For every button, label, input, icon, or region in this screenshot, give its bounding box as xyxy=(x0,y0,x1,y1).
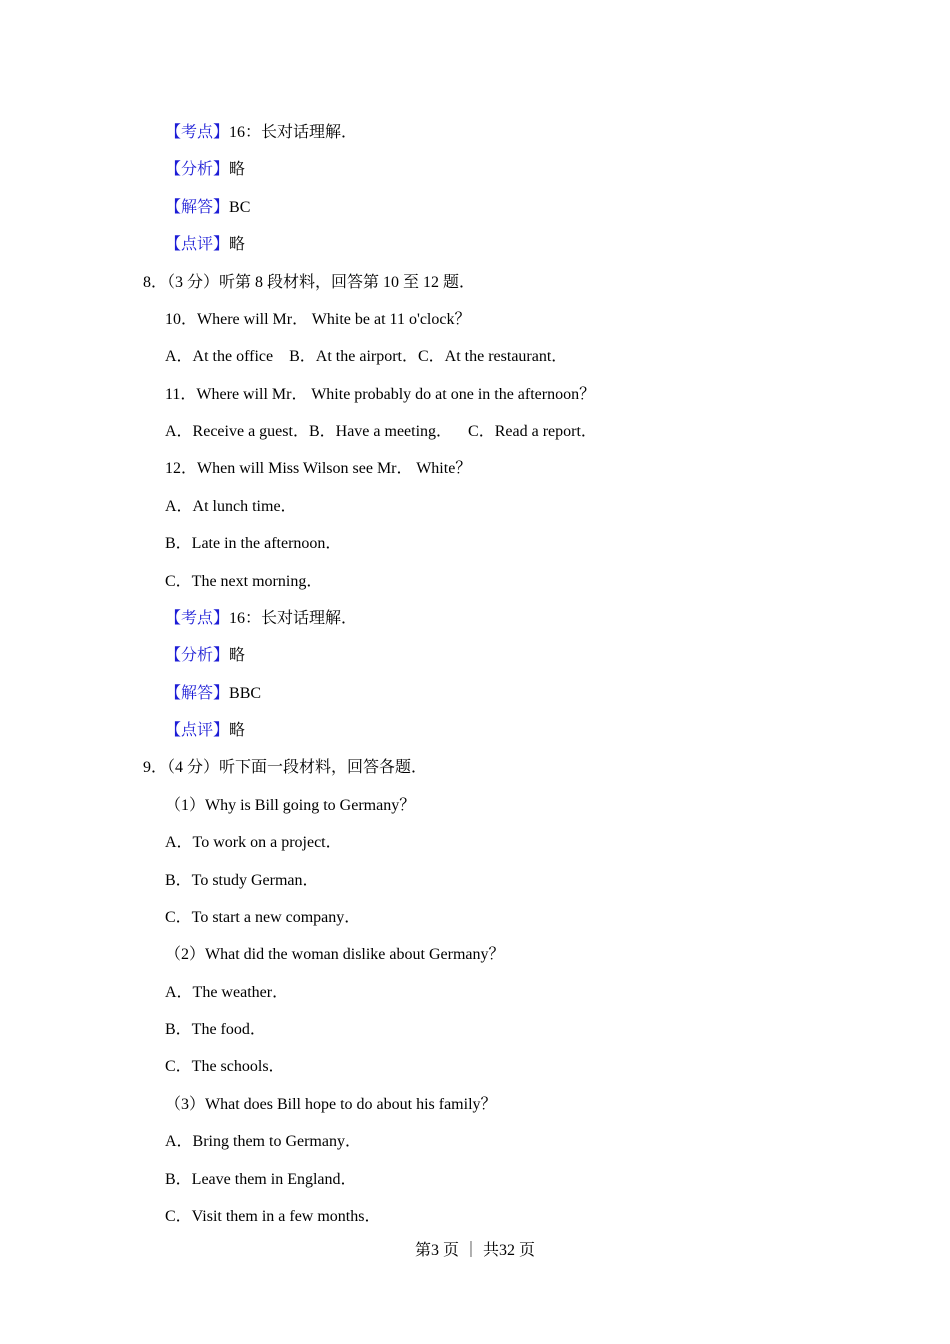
review-text: BC xyxy=(229,198,251,216)
review-tag: 【考点】 xyxy=(165,609,230,627)
review-kaodian xyxy=(0,114,950,151)
question-12-stem: 12．When will Miss Wilson see Mr． White？ xyxy=(165,460,472,478)
question-11-options xyxy=(0,413,950,450)
option-b: B．Late in the afternoon． xyxy=(165,535,342,553)
review-dianping xyxy=(0,712,950,749)
review-jieda xyxy=(0,189,950,226)
review-text: 16：长对话理解． xyxy=(229,609,358,627)
review-kaodian xyxy=(0,600,950,637)
review-text: 略 xyxy=(229,236,246,254)
page-number-footer: 第3 页 ｜ 共32 页 xyxy=(414,1242,535,1259)
option-b: B．At the airport． xyxy=(289,348,418,366)
option-c: C．Visit them in a few months． xyxy=(165,1207,381,1225)
subquestion-1-stem: （1）Why is Bill going to Germany？ xyxy=(165,796,416,814)
option-c: C．The schools． xyxy=(165,1058,285,1076)
option-b: B．To study German． xyxy=(165,871,319,889)
review-fenxi xyxy=(0,637,950,674)
page-content xyxy=(0,114,950,1235)
subquestion-3-stem: （3）What does Bill hope to do about his family？ xyxy=(165,1095,497,1113)
option-b: B．Leave them in England． xyxy=(165,1170,357,1188)
question-10-stem: 10．Where will Mr． White be at 11 o'clock？ xyxy=(165,310,471,328)
question-8-heading: 8．（3 分）听第 8 段材料，回答第 10 至 12 题． xyxy=(143,273,476,291)
option-c: C．Read a report． xyxy=(468,423,597,440)
review-text: 略 xyxy=(229,722,246,739)
option-a: A．At lunch time． xyxy=(165,497,297,515)
review-text: 略 xyxy=(229,161,246,179)
review-tag: 【点评】 xyxy=(165,236,230,254)
option-a: A．At the office xyxy=(165,348,274,366)
option-b: B．Have a meeting． xyxy=(308,423,453,440)
option-a: A．Receive a guest． xyxy=(165,423,309,440)
review-tag: 【解答】 xyxy=(165,684,230,702)
option-a: A．Bring them to Germany． xyxy=(165,1133,361,1151)
option-c: C．The next morning． xyxy=(165,572,323,590)
question-11-stem: 11．Where will Mr． White probably do at one in the afternoon？ xyxy=(165,385,596,403)
question-9-heading: 9．（4 分）听下面一段材料，回答各题． xyxy=(143,759,428,777)
option-c: C．To start a new company． xyxy=(165,908,361,926)
option-a: A．To work on a project． xyxy=(165,834,342,852)
subquestion-2-stem: （2）What did the woman dislike about Germany？ xyxy=(165,946,505,964)
review-jieda xyxy=(0,675,950,712)
review-tag: 【解答】 xyxy=(165,198,230,216)
review-text: 略 xyxy=(229,647,246,665)
review-tag: 【分析】 xyxy=(165,161,230,179)
option-c: C．At the restaurant． xyxy=(418,348,568,366)
option-b: B．The food． xyxy=(165,1021,266,1038)
review-tag: 【点评】 xyxy=(165,722,230,739)
review-tag: 【分析】 xyxy=(165,647,230,665)
review-tag: 【考点】 xyxy=(165,124,230,141)
option-a: A．The weather． xyxy=(165,983,289,1001)
review-text: 16：长对话理解． xyxy=(229,124,358,141)
review-dianping xyxy=(0,226,950,263)
review-fenxi xyxy=(0,151,950,188)
question-10-options xyxy=(0,338,950,375)
review-text: BBC xyxy=(229,684,262,702)
